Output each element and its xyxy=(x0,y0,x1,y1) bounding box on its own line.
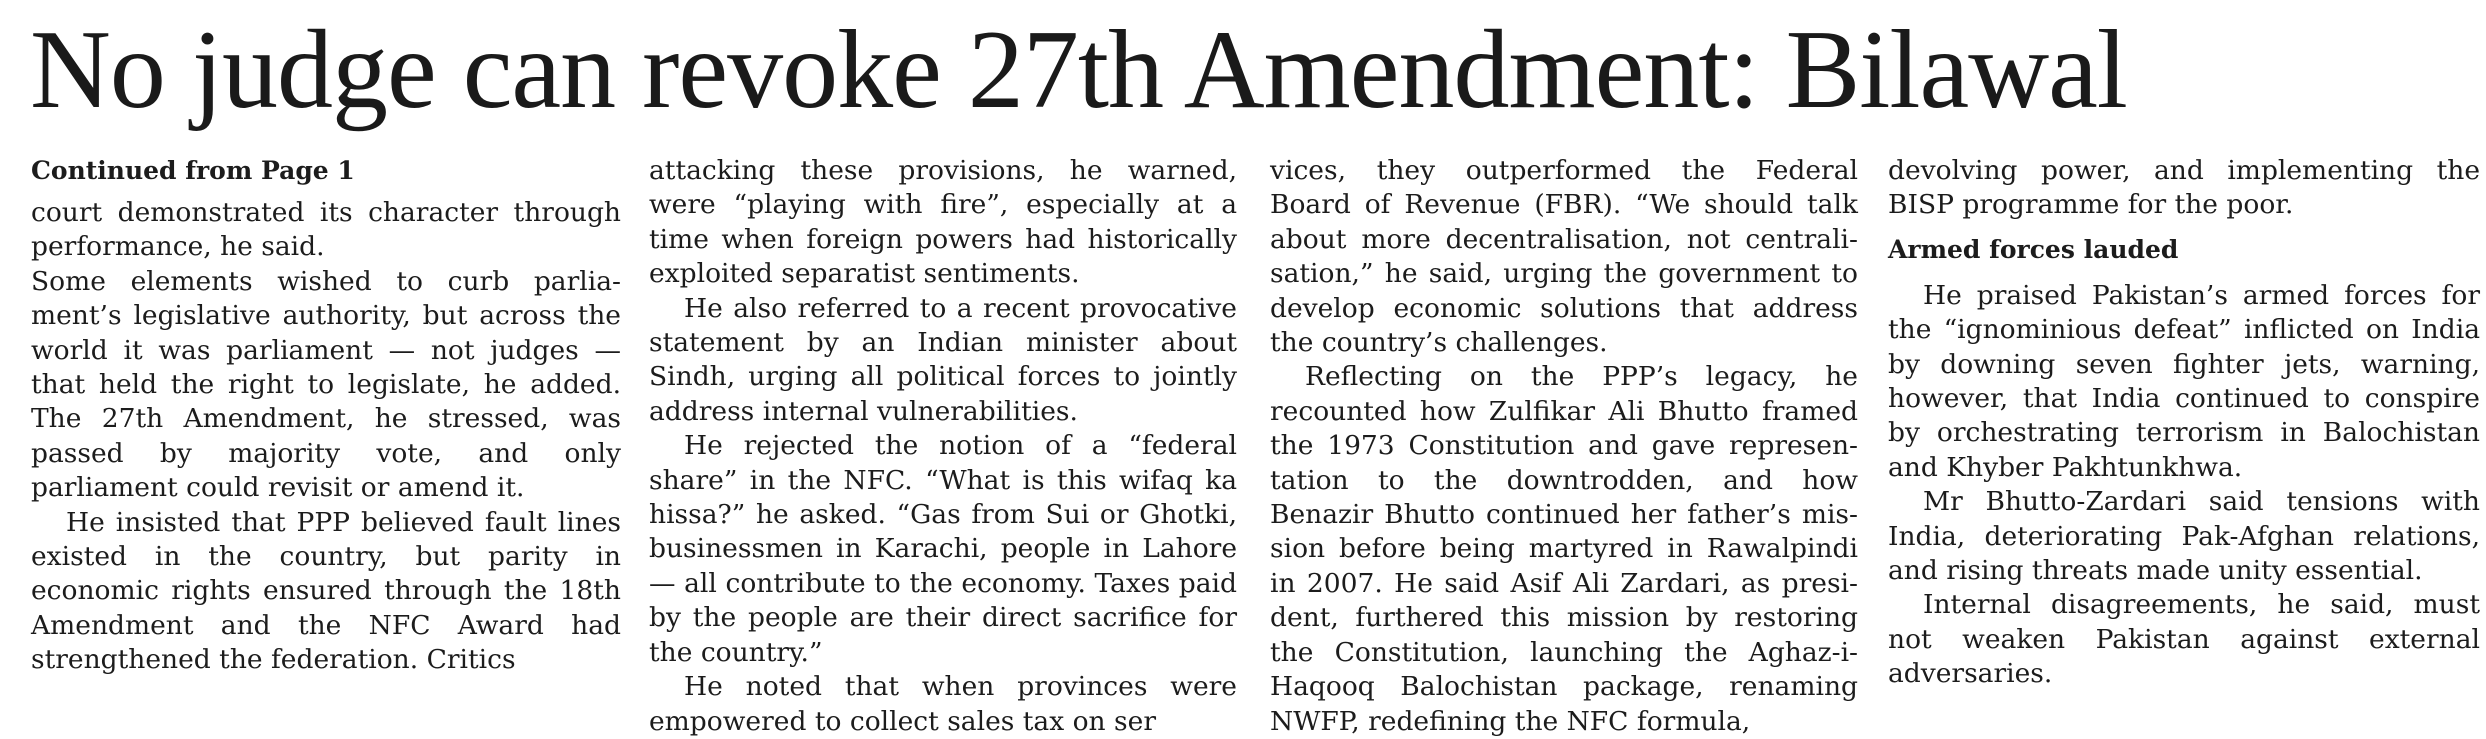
paragraph: He also referred to a recent provocative statement by an Indian minister about Sindh, urging all political forces to jointly address internal vulnerabilities. xyxy=(649,292,1237,427)
paragraph: devolving power, and implementing the BISP programme for the poor. xyxy=(1888,155,2480,221)
paragraph: court demonstrated its character through performance, he said. xyxy=(31,197,621,263)
subheading: Armed forces lauded xyxy=(1888,234,2179,264)
article-column-2 xyxy=(649,154,1237,739)
paragraph: He praised Pakistan’s armed forces for the “ignominious defeat” inflicted on India by downing seven fighter jets, warning, however, that India continued to conspire by orchestrating terrorism in Balochistan and Khyber Pakhtunkhwa. xyxy=(1888,279,2480,483)
paragraph: He rejected the notion of a “federal share” in the NFC. “What is this wifaq ka hissa?” he asked. “Gas from Sui or Ghotki, businessmen in Karachi, people in Lahore — all contribute to the economy. Taxes paid by the people are their direct sacrifice for the country.” xyxy=(649,430,1237,668)
continued-label: Continued from Page 1 xyxy=(31,156,355,185)
paragraph: He insisted that PPP believed fault lines existed in the country, but parity in economic rights ensured through the 18th Amendment and the NFC Award had strengthened the federation. Critics xyxy=(31,506,621,676)
paragraph: Internal disagreements, he said, must not weaken Pakistan against external adversaries. xyxy=(1888,589,2480,690)
paragraph: Some elements wished to curb parliament’s legislative authority, but across the world it was parliament — not judges — that held the right to legislate, he added. The 27th Amendment, he stressed, was passed by majority vote, and only parliament could revisit or amend it. xyxy=(31,265,621,504)
article-column-4 xyxy=(1888,154,2480,692)
paragraph: Mr Bhutto-Zardari said tensions with India, deteriorating Pak-Afghan relations, and rising threats made unity essential. xyxy=(1888,486,2480,587)
paragraph: He noted that when provinces were empowered to collect sales tax on ser xyxy=(649,671,1237,737)
article-column-1 xyxy=(31,154,621,678)
article-column-3 xyxy=(1270,154,1858,739)
paragraph: Reflecting on the PPP’s legacy, he recounted how Zulfikar Ali Bhutto framed the 1973 Constitution and gave representation to the downtrodden, and how Benazir Bhutto continued her father’s mission before being martyred in Rawalpindi in 2007. He said Asif Ali Zardari, as president, furthered this mission by restoring the Constitution, launching the Aghaz-i-Haqooq Balochistan package, renaming NWFP, redefining the NFC formula, xyxy=(1270,361,1858,737)
paragraph: attacking these provisions, he warned, were “playing with fire”, especially at a time when foreign powers had historically exploited separatist sentiments. xyxy=(649,155,1237,290)
paragraph: vices, they outperformed the Federal Board of Revenue (FBR). “We should talk about more decentralisation, not centralisation,” he said, urging the government to develop economic solutions that address the country’s challenges. xyxy=(1270,155,1858,359)
headline: No judge can revoke 27th Amendment: Bilawal xyxy=(30,8,2127,132)
